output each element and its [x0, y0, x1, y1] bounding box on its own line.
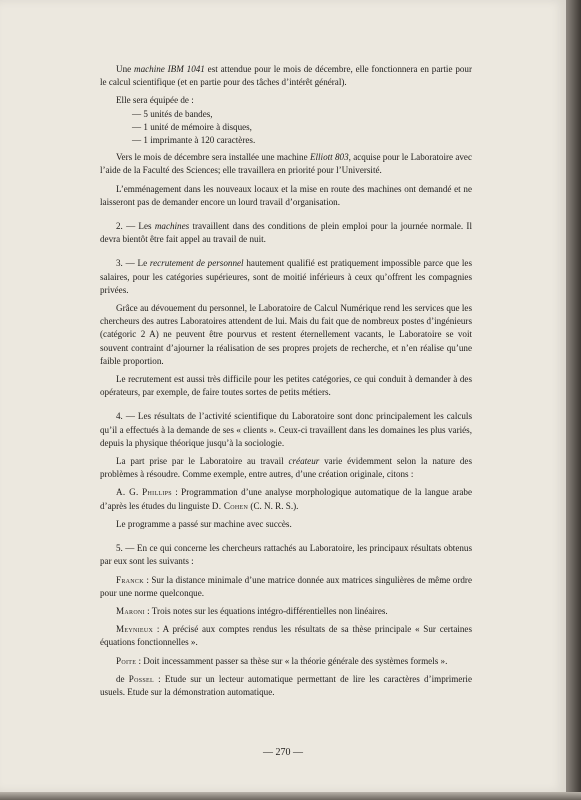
paragraph-equipment: Elle sera équipée de : — [116, 95, 194, 106]
section-5: 5. — En ce qui concerne les chercheurs rattachés au Laboratoire, les principaux résultats obtenus par eux sont les suivants : — [100, 543, 472, 567]
page-bottom-edge — [0, 792, 581, 800]
paragraph-elliott: Vers le mois de décembre sera installée une machine Elliott 803, acquise pour le Laboratoire avec l’aide de la Faculté des Sciences; elle travaillera en priorité pour l’Université. — [100, 152, 473, 176]
entry-possel: de Possel : Etude sur un lecteur automatique permettant de lire les caractères d’imprimerie usuels. Etude sur la démonstration automatique. — [100, 673, 472, 697]
equipment-list — [116, 108, 472, 148]
section-4-paragraph-2: La part prise par le Laboratoire au travail créateur varie évidemment selon la nature des problèmes à résoudre. Comme exemple, entre autres, d’une création originale, citons : — [100, 456, 472, 480]
list-item: — 5 unités de bandes, — [132, 108, 213, 119]
section-4-paragraph-4: Le programme a passé sur machine avec succès. — [116, 518, 292, 529]
section-3-paragraph-3: Le recrutement est aussi très difficile pour les petites catégories, ce qui conduit à demander à des opérateurs, par exemple, de faire toutes sortes de petits métiers. — [100, 374, 472, 398]
paragraph-emmenagement: L’emménagement dans les nouveaux locaux et la mise en route des machines ont demandé et ne laisseront pas de demander encore un lourd travail d’organisation. — [100, 183, 472, 207]
entry-meynieux: Meynieux : A précisé aux comptes rendus les résultats de sa thèse principale « Sur certaines équations fonctionnelles ». — [100, 624, 472, 648]
list-item: — 1 imprimante à 120 caractères. — [132, 135, 256, 146]
section-3: 3. — Le recrutement de personnel hautement qualifié est pratiquement impossible parce que les salaires, pour les catégories supérieures, sont de moitié inférieurs à ceux qu’offrent les compagnies privées. — [100, 258, 473, 295]
section-4: 4. — Les résultats de l’activité scientifique du Laboratoire sont donc principalement les calculs qu’il a effectués à la demande de ses « clients ». Ceux-ci travaillent dans les domaines les plus variés, depuis la physique théorique jusqu’à la sociologie. — [100, 411, 472, 448]
paragraph-ibm: Une machine IBM 1041 est attendue pour le mois de décembre, elle fonctionnera en partie pour le calcul scientifique (et en partie pour des tâches d’intérêt général). — [100, 64, 472, 88]
entry-franck: Franck : Sur la distance minimale d’une matrice donnée aux matrices singulières de même ordre pour une norme quelconque. — [100, 574, 472, 598]
page-edge-shadow — [566, 0, 581, 800]
section-2: 2. — Les machines travaillent dans des conditions de plein emploi pour la journée normale. Il devra bientôt être fait appel au travail de nuit. — [100, 221, 472, 245]
page-body — [100, 63, 472, 704]
list-item: — 1 unité de mémoire à disques, — [132, 121, 252, 132]
page-number: — 270 — — [263, 747, 303, 758]
entry-poite: Poite : Doit incessamment passer sa thèse sur « la théorie générale des systèmes formels ». — [116, 655, 448, 666]
section-3-paragraph-2: Grâce au dévouement du personnel, le Laboratoire de Calcul Numérique rend les services que les chercheurs des autres Laboratoires attendent de lui. Mais du fait que de nombreux postes d’ingénieurs (catégoric 2 A) ne peuvent être pourvus et restent éternellement vacants, le Laboratoire se voit souvent contraint d’ajourner la réalisation de ses propres projets de recherche, et n’en réalise qu’une faible proportion. — [100, 303, 472, 366]
section-4-phillips: A. G. Phillips : Programmation d’une analyse morphologique automatique de la langue arabe d’après les études du linguiste D. Cohen (C. N. R. S.). — [100, 487, 472, 511]
entry-maroni: Maroni : Trois notes sur les équations intégro-différentielles non linéaires. — [116, 605, 388, 616]
